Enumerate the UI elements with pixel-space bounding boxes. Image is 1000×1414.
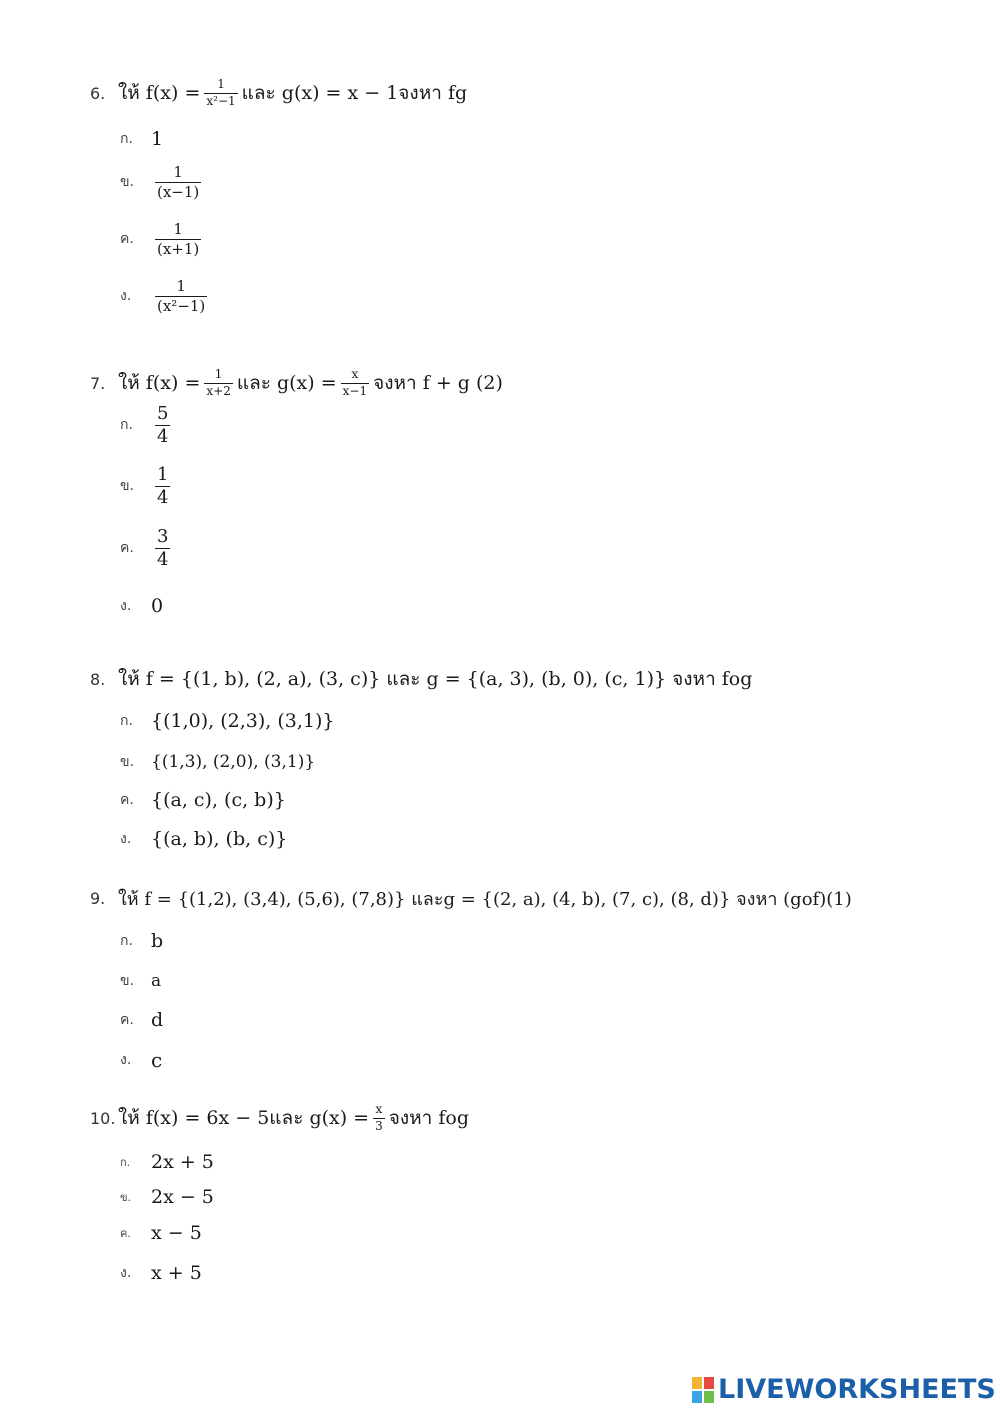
question-text-part: ให้ f(x) =	[118, 372, 201, 394]
question-text	[118, 1103, 469, 1133]
logo-square-icon	[692, 1377, 702, 1389]
liveworksheets-logo	[692, 1374, 996, 1405]
option-value: 1	[151, 128, 164, 150]
option-label: ง.	[120, 831, 132, 847]
fraction-numerator: 5	[157, 403, 169, 424]
option-10-b[interactable]	[120, 1186, 214, 1208]
option-value: a	[151, 971, 162, 991]
option-label: ง.	[120, 1052, 132, 1068]
question-text-part: และ g(x) =	[236, 372, 337, 394]
fraction-denominator: 3	[375, 1118, 383, 1133]
question-8	[90, 664, 752, 694]
fraction-numerator: 1	[214, 367, 223, 382]
fraction-denominator: 4	[157, 425, 169, 447]
fraction-numerator: x	[375, 1102, 383, 1117]
option-7-b[interactable]	[120, 465, 174, 508]
question-text-part: จงหา f + g (2)	[373, 372, 503, 394]
option-8-c[interactable]	[120, 789, 286, 811]
fraction	[155, 164, 201, 200]
fraction-numerator: 3	[157, 526, 169, 547]
question-10	[90, 1103, 469, 1133]
option-value: {(1,0), (2,3), (3,1)}	[151, 710, 335, 732]
fraction	[155, 404, 170, 447]
option-label: ค.	[120, 1227, 131, 1240]
fraction	[155, 278, 207, 314]
question-number: 9.	[90, 889, 106, 908]
fraction	[341, 368, 369, 397]
option-value: x + 5	[151, 1262, 202, 1284]
fraction	[155, 221, 201, 257]
question-text-part: ให้ f(x) =	[118, 82, 201, 104]
option-8-d[interactable]	[120, 828, 287, 850]
fraction-numerator: 1	[217, 77, 225, 92]
question-text	[118, 368, 503, 398]
fraction	[204, 368, 232, 397]
option-value: c	[151, 1048, 163, 1072]
question-number: 8.	[90, 669, 106, 689]
logo-square-icon	[692, 1391, 702, 1403]
question-6	[90, 78, 467, 108]
option-6-a[interactable]	[120, 128, 163, 150]
option-10-c[interactable]	[120, 1222, 202, 1244]
question-number: 6.	[90, 83, 106, 103]
option-6-d[interactable]	[120, 278, 211, 314]
option-label: ข.	[120, 754, 135, 770]
option-8-a[interactable]	[120, 710, 334, 732]
option-7-d[interactable]	[120, 595, 163, 617]
fraction-denominator: x−1	[342, 383, 368, 398]
option-label: ก.	[120, 933, 133, 949]
option-label: ก.	[120, 713, 133, 729]
logo-square-icon	[704, 1377, 714, 1389]
option-value: 2x + 5	[151, 1151, 214, 1173]
option-9-b[interactable]	[120, 970, 161, 992]
option-value: {(a, b), (b, c)}	[151, 828, 288, 850]
option-label: ข.	[120, 1191, 132, 1204]
fraction-numerator: 1	[173, 220, 183, 238]
option-label: ข.	[120, 973, 135, 989]
question-number: 10.	[90, 1108, 116, 1128]
fraction-denominator: 4	[157, 486, 169, 508]
option-7-a[interactable]	[120, 404, 174, 447]
fraction-denominator: x+2	[206, 383, 231, 398]
logo-text: LIVEWORKSHEETS	[718, 1374, 996, 1405]
option-label: ข.	[120, 174, 135, 190]
question-text: ให้ f = {(1, b), (2, a), (3, c)} และ g = {(a, 3), (b, 0), (c, 1)} จงหา fog	[118, 668, 753, 690]
option-9-a[interactable]	[120, 930, 163, 952]
fraction-denominator: 4	[157, 548, 169, 570]
option-value: 0	[151, 595, 164, 617]
logo-square-icon	[704, 1391, 714, 1403]
fraction-denominator: (x−1)	[157, 182, 200, 201]
fraction-numerator: 1	[176, 277, 186, 295]
option-label: ค.	[120, 792, 134, 808]
question-text-part: ให้ f(x) = 6x − 5และ g(x) =	[118, 1107, 370, 1129]
option-value: 2x − 5	[151, 1186, 214, 1208]
question-text: ให้ f = {(1,2), (3,4), (5,6), (7,8)} และg = {(2, a), (4, b), (7, c), (8, d)} จงหา (gof)(1)	[118, 889, 852, 910]
option-label: ค.	[120, 231, 134, 247]
option-7-c[interactable]	[120, 527, 174, 570]
option-label: ค.	[120, 540, 134, 557]
option-10-d[interactable]	[120, 1262, 202, 1284]
fraction	[204, 78, 237, 107]
fraction-denominator: x²−1	[206, 93, 236, 108]
option-8-b[interactable]	[120, 751, 315, 773]
option-value: {(a, c), (c, b)}	[151, 789, 286, 811]
fraction-numerator: 1	[157, 464, 169, 485]
question-number: 7.	[90, 373, 106, 393]
option-value: x − 5	[151, 1222, 202, 1244]
option-label: ข.	[120, 478, 135, 495]
option-value: {(1,3), (2,0), (3,1)}	[151, 752, 316, 772]
option-6-b[interactable]	[120, 164, 205, 200]
option-label: ง.	[120, 598, 132, 614]
option-label: ง.	[120, 288, 132, 304]
fraction-numerator: 1	[173, 163, 183, 181]
question-7	[90, 368, 503, 398]
option-label: ง.	[120, 1265, 132, 1281]
option-9-d[interactable]	[120, 1048, 162, 1072]
fraction	[373, 1103, 385, 1132]
option-9-c[interactable]	[120, 1009, 163, 1031]
option-label: ก.	[120, 417, 133, 434]
option-6-c[interactable]	[120, 221, 205, 257]
fraction-numerator: x	[351, 367, 359, 382]
logo-mark-icon	[692, 1377, 714, 1403]
fraction	[155, 465, 170, 508]
option-value: d	[151, 1009, 164, 1031]
option-value: b	[151, 930, 164, 952]
option-label: ก.	[120, 131, 133, 147]
question-text-part: และ g(x) = x − 1จงหา fg	[241, 82, 468, 104]
option-label: ค.	[120, 1012, 134, 1028]
fraction-denominator: (x+1)	[157, 239, 200, 258]
question-text	[118, 78, 467, 108]
fraction-denominator: (x²−1)	[157, 296, 206, 315]
option-label: ก.	[120, 1156, 131, 1169]
question-text-part: จงหา fog	[388, 1107, 470, 1129]
question-9	[90, 884, 852, 913]
fraction	[155, 527, 170, 570]
option-10-a[interactable]	[120, 1151, 214, 1173]
